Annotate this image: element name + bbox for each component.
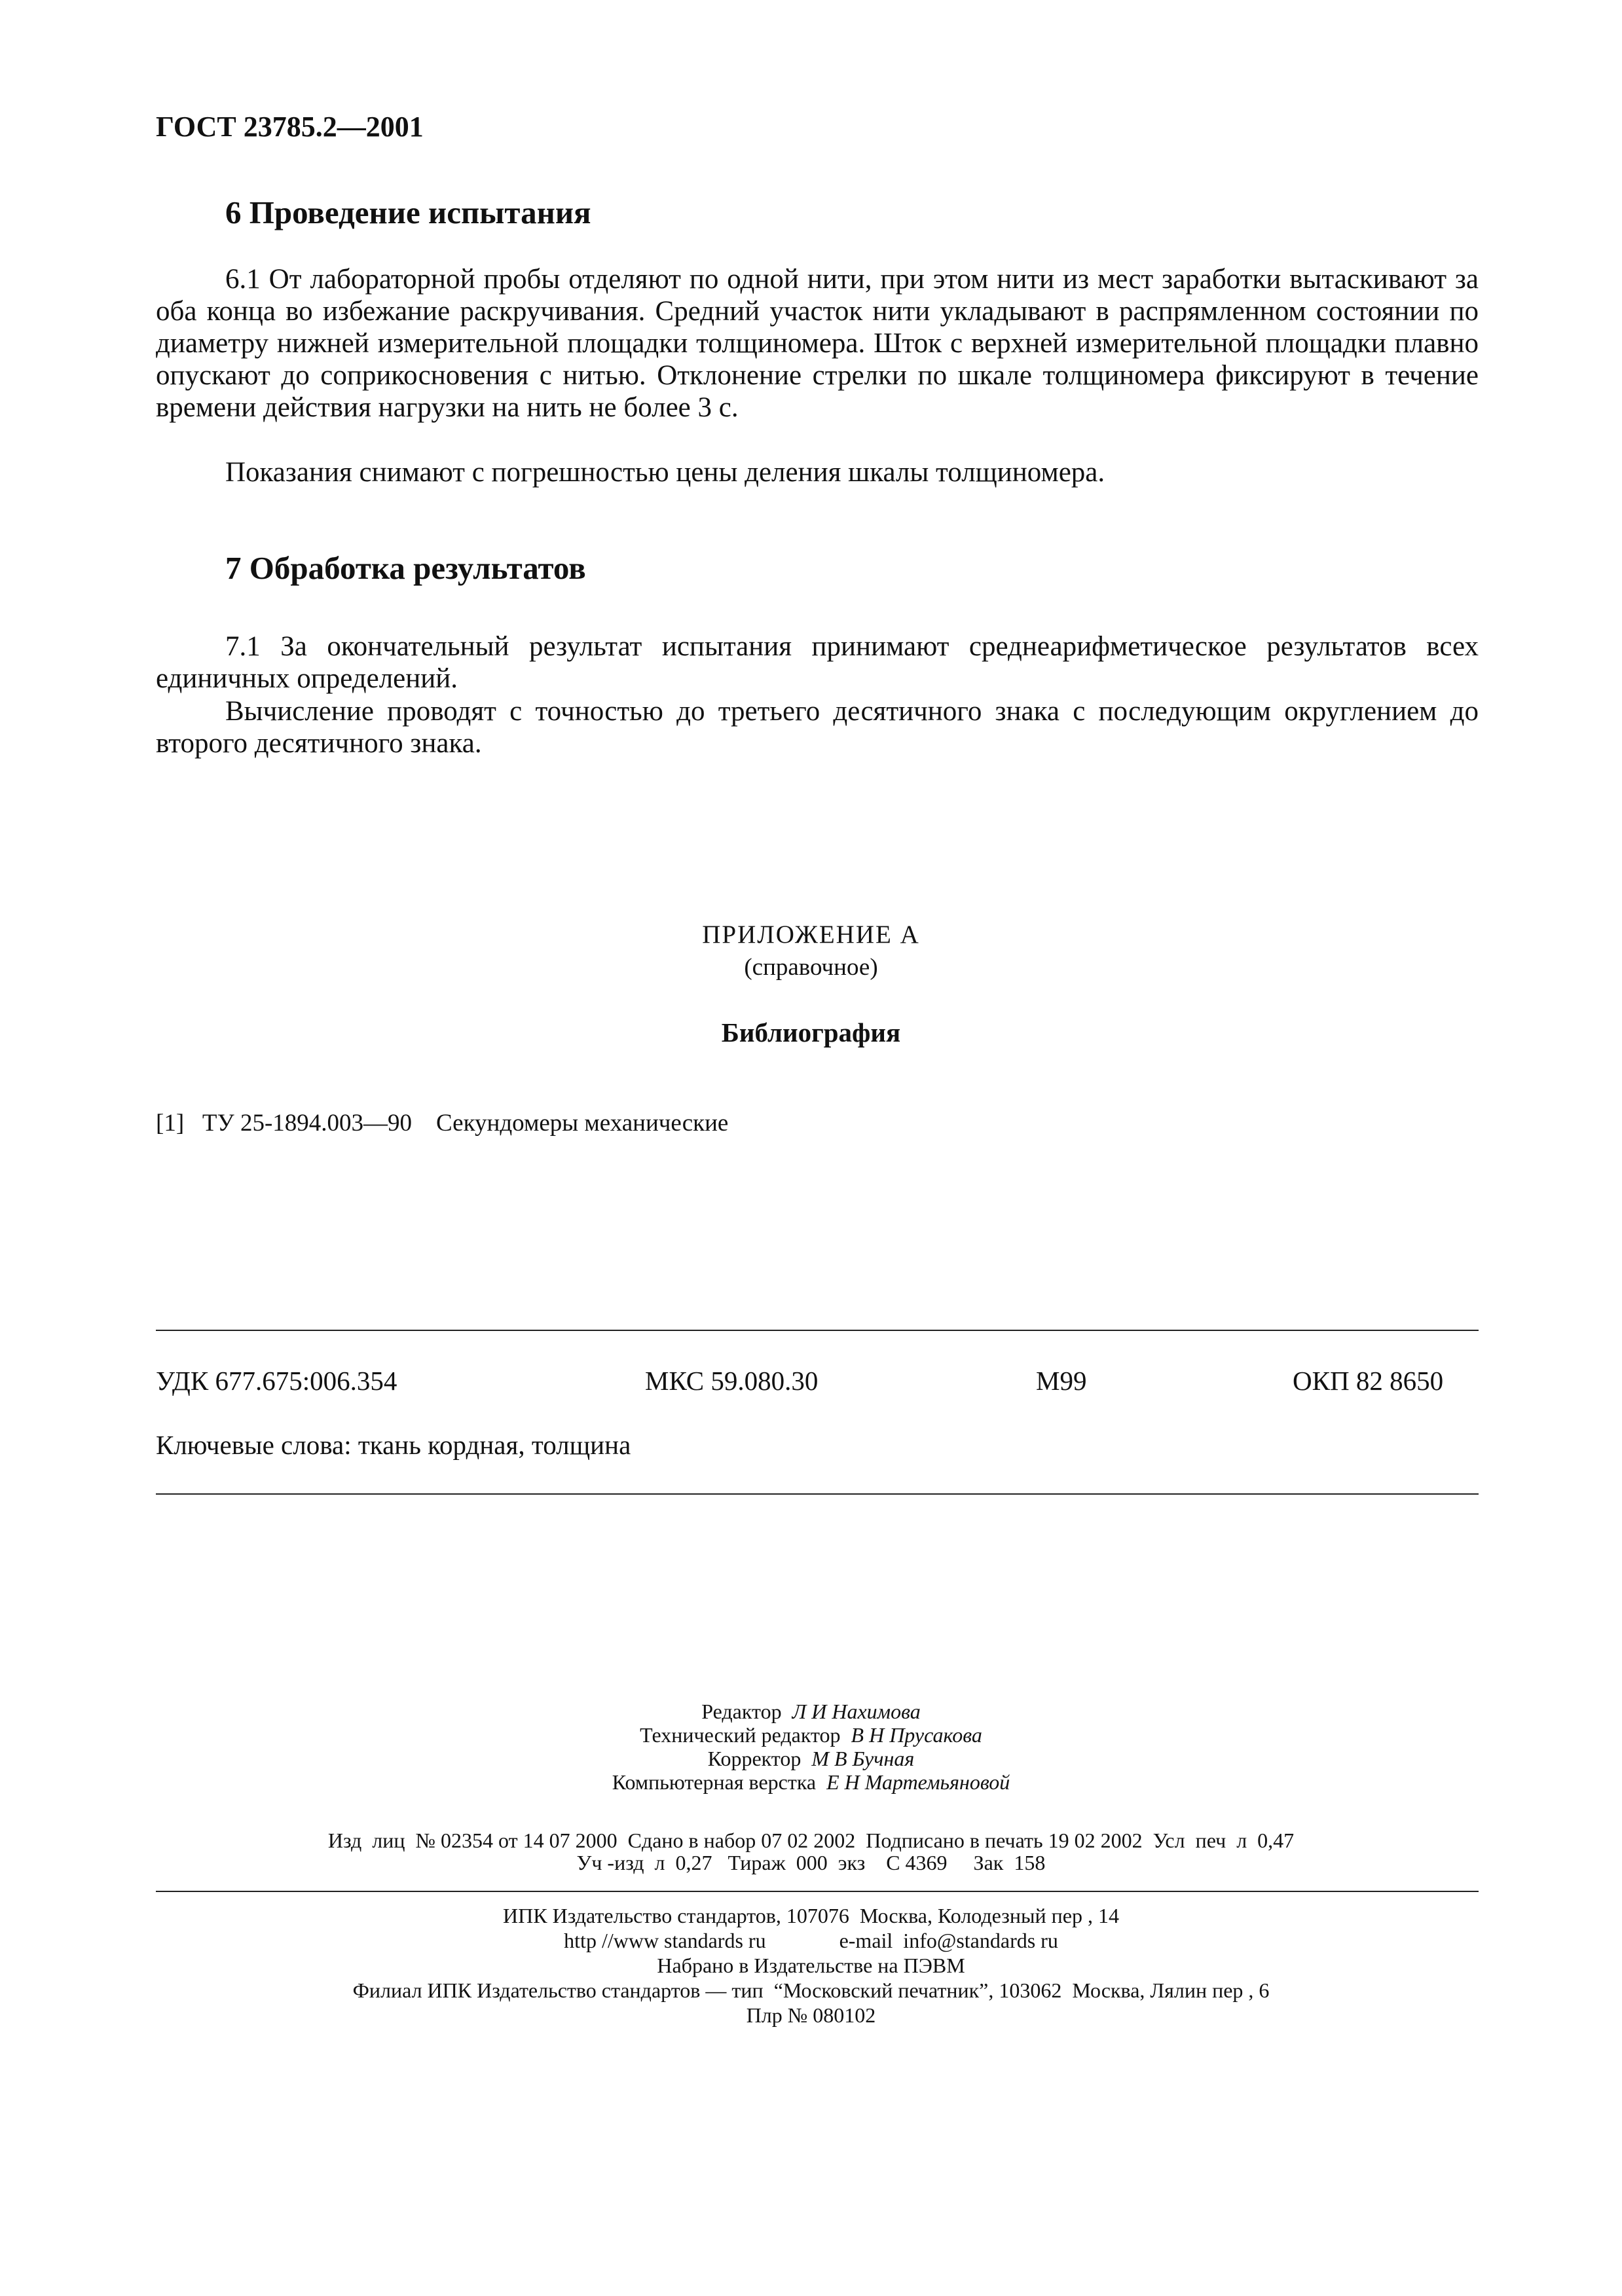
publisher-line-5: Плр № 080102 (746, 2003, 876, 2027)
credits-block (0, 1700, 1622, 1794)
publisher-block (0, 1903, 1622, 2028)
mks-code: МКС 59.080.30 (645, 1366, 819, 1396)
document-code: ГОСТ 23785.2—2001 (156, 111, 424, 143)
section-6-heading: 6 Проведение испытания (225, 194, 591, 230)
publisher-line-1: ИПК Издательство стандартов, 107076 Москва, Колодезный пер , 14 (503, 1904, 1119, 1927)
publisher-line-3: Набрано в Издательстве на ПЭВМ (657, 1954, 965, 1977)
credit-tech-editor: Технический редактор В Н Прусакова (640, 1723, 982, 1747)
section-7-heading: 7 Обработка результатов (225, 550, 586, 586)
imprint-line-2: Уч -изд л 0,27 Тираж 000 экз С 4369 Зак 158 (576, 1851, 1046, 1874)
credit-editor: Редактор Л И Нахимова (701, 1700, 921, 1723)
bibliography-entry: [1] ТУ 25-1894.003—90 Секундомеры механические (156, 1110, 729, 1137)
credit-layout: Компьютерная верстка Е Н Мартемьяновой (612, 1770, 1010, 1794)
m-code: М99 (1036, 1366, 1087, 1396)
udk-code: УДК 677.675:006.354 (156, 1366, 397, 1396)
okp-code: ОКП 82 8650 (1293, 1366, 1444, 1396)
imprint-line-1: Изд лиц № 02354 от 14 07 2000 Сдано в набор 07 02 2002 Подписано в печать 19 02 2002 Усл печ л 0,47 (327, 1829, 1295, 1852)
keywords: Ключевые слова: ткань кордная, толщина (156, 1430, 631, 1460)
publisher-line-4: Филиал ИПК Издательство стандартов — тип “Московский печатник”, 103062 Москва, Лялин пер , 6 (352, 1978, 1270, 2002)
bibliography-title: Библиография (721, 1017, 901, 1048)
divider-imprint (156, 1891, 1479, 1892)
divider-top (156, 1330, 1479, 1331)
section-6-paragraph-1: 6.1 От лабораторной пробы отделяют по одной нити, при этом нити из мест заработки вытаскивают за оба конца во избежание раскручивания. Средний участок нити укладывают в распрямленном состоянии по диаметру нижней измерительной площадки толщиномера. Шток с верхней измерительной площадки плавно опускают до соприкосновения с нитью. Отклонение стрелки по шкале толщиномера фиксируют в течение времени действия нагрузки на нить не более 3 с. (156, 264, 1479, 423)
publisher-line-2: http //www standards ru e-mail info@standards ru (564, 1929, 1058, 1952)
section-7-paragraph-1: 7.1 За окончательный результат испытания принимают среднеарифметическое результатов всех единичных определений. (156, 631, 1479, 694)
credit-corrector: Корректор М В Бучная (707, 1747, 915, 1770)
imprint-block (0, 1829, 1622, 1874)
section-7-paragraph-2: Вычисление проводят с точностью до третьего десятичного знака с последующим округлением до второго десятичного знака. (156, 696, 1479, 759)
appendix-title: ПРИЛОЖЕНИЕ А (702, 920, 920, 949)
divider-bottom (156, 1493, 1479, 1495)
appendix-subtitle: (справочное) (744, 954, 878, 981)
section-6-paragraph-2: Показания снимают с погрешностью цены деления шкалы толщиномера. (225, 457, 1105, 488)
